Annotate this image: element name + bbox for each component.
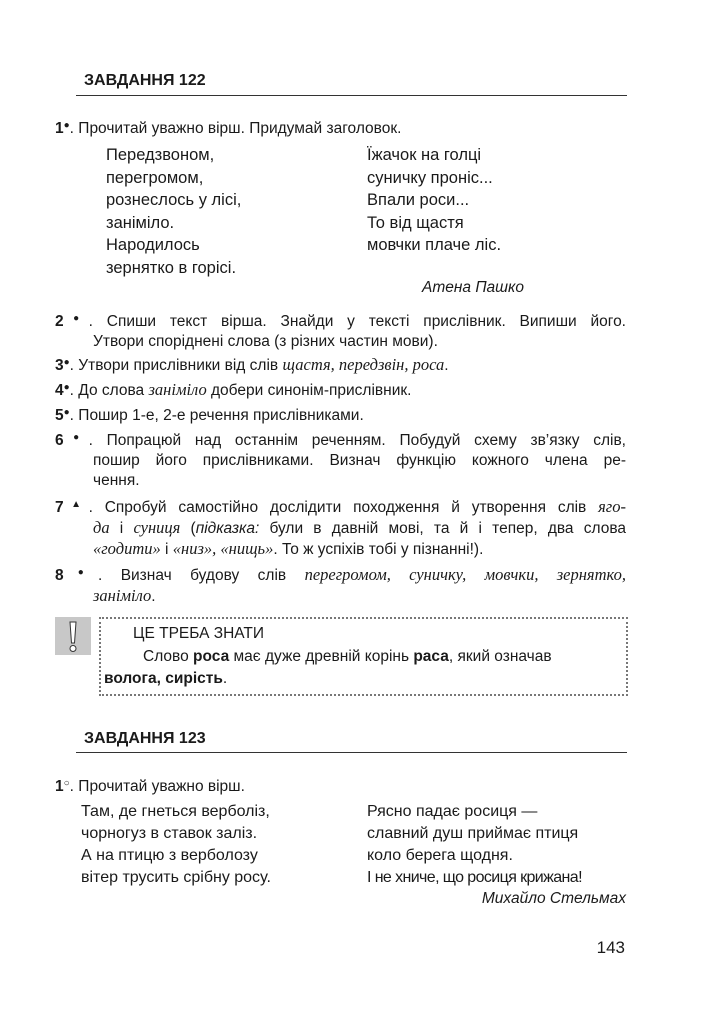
exercise-number: 7: [55, 499, 64, 516]
poem-line: А на птицю з верболозу: [81, 847, 258, 864]
level-dot-icon: ●: [63, 313, 89, 324]
exercise-text: Спиши текст вірша. Знайди у тексті прислівник. Випиши його.: [106, 313, 626, 330]
exercise-2: 2●. Спиши текст вірша. Знайди у тексті прислівник. Випиши його. Утвори споріднені слова (з різних частин мови).: [55, 313, 626, 350]
poem-line: перегромом,: [106, 168, 204, 187]
poem-line: Впали роси...: [367, 191, 470, 209]
note-box: [99, 617, 628, 696]
exercise-text: Утвори прислівники від слів: [78, 357, 283, 374]
exercise-text: Пошир 1-е, 2-е речення прислівниками.: [78, 407, 364, 424]
poem-left-column: [81, 801, 271, 889]
poem-author: Михайло Стельмах: [481, 890, 626, 907]
poem-line: То від щастя: [367, 213, 464, 232]
task-122-title: ЗАВДАННЯ 122: [84, 72, 206, 89]
poem-line: Там, де гнеться верболіз,: [81, 803, 270, 820]
poem-line: вітер трусить срібну росу.: [81, 869, 271, 886]
exclamation-icon: [55, 617, 91, 655]
exercise-number: 6: [55, 432, 64, 449]
poem-right-column: [367, 144, 501, 257]
section-divider: [76, 95, 627, 96]
poem-line: І не хниче, що росиця крижана!: [367, 869, 582, 886]
level-triangle-icon: ▲: [63, 499, 89, 510]
exercise-7: 7▲. Спробуй самостійно дослідити походження й утворення слів яго- да і суниця (підказка: були в давній мові, та й і тепер, два слова «годити» і «низ», «нищь». То ж успіхів тобі у пізнанні!).: [55, 497, 626, 558]
level-dot-icon: ●: [63, 432, 89, 443]
poem-left-column: [106, 144, 241, 279]
exercise-number: 1: [55, 120, 64, 137]
poem-line: славний душ приймає птиця: [367, 825, 579, 842]
poem-line: Передзвоном,: [106, 146, 215, 164]
level-dot-icon: ●: [63, 357, 70, 368]
note-text: волога, сирість.: [104, 670, 228, 687]
section-divider: [76, 752, 627, 753]
note-title: ЦЕ ТРЕБА ЗНАТИ: [133, 625, 265, 642]
exercise-number: 4: [55, 382, 64, 399]
exercise-number: 2: [55, 313, 64, 330]
exercise-3: 3●. Утвори прислівники від слів щастя, передзвін, роса.: [55, 355, 449, 374]
exercise-5: 5●. Пошир 1-е, 2-е речення прислівниками.: [55, 407, 364, 424]
exercise-number: 3: [55, 357, 64, 374]
exercise-1: 1●. Прочитай уважно вірш. Придумай заголовок.: [55, 120, 402, 137]
exercise-6: 6●. Попрацюй над останнім реченням. Побудуй схему зв’язку слів, пошир його прислівниками. Визнач функцію кожного члена ре- чення.: [55, 432, 626, 489]
poem-line: зернятко в горісі.: [106, 258, 237, 277]
exercise-8: 8●. Визнач будову слів перегромом, суничку, мовчки, зернятко, заніміло.: [55, 565, 626, 605]
level-dot-icon: ●: [63, 407, 70, 418]
poem-line: мовчки плаче ліс.: [367, 236, 502, 254]
exercise-4: 4●. До слова заніміло добери синонім-прислівник.: [55, 380, 412, 399]
poem-line: Їжачок на голці: [367, 146, 482, 164]
exercise-number: 1: [55, 778, 64, 795]
italic-words: щастя, передзвін, роса: [282, 355, 445, 374]
exercise-text: Утвори споріднені слова (з різних частин мови).: [93, 333, 438, 350]
poem-line: коло берега щодня.: [367, 847, 513, 864]
level-dot-icon: ●: [63, 567, 98, 578]
exercise-1: 1○. Прочитай уважно вірш.: [55, 778, 245, 795]
italic-words: заніміло: [148, 380, 207, 399]
task-123-title: ЗАВДАННЯ 123: [84, 730, 206, 747]
poem-line: чорногуз в ставок заліз.: [81, 825, 258, 842]
poem-author: Атена Пашко: [422, 279, 524, 296]
poem-right-column: [367, 801, 582, 889]
exercise-number: 8: [55, 567, 64, 584]
level-dot-icon: ●: [63, 120, 70, 131]
poem-line: Народилось: [106, 236, 200, 254]
poem-line: Рясно падає росиця —: [367, 803, 538, 820]
level-circle-icon: ○: [63, 778, 70, 789]
page-number: 143: [596, 938, 625, 957]
note-text: Слово роса має дуже древній корінь раса, який означав: [143, 648, 552, 665]
exercise-number: 5: [55, 407, 64, 424]
poem-line: суничку проніс...: [367, 168, 493, 187]
level-dot-icon: ●: [63, 382, 70, 393]
poem-line: рознеслось у лісі,: [106, 191, 242, 209]
poem-line: заніміло.: [106, 213, 175, 232]
exercise-text: Прочитай уважно вірш. Придумай заголовок.: [78, 120, 402, 137]
exercise-text: Прочитай уважно вірш.: [78, 778, 245, 795]
